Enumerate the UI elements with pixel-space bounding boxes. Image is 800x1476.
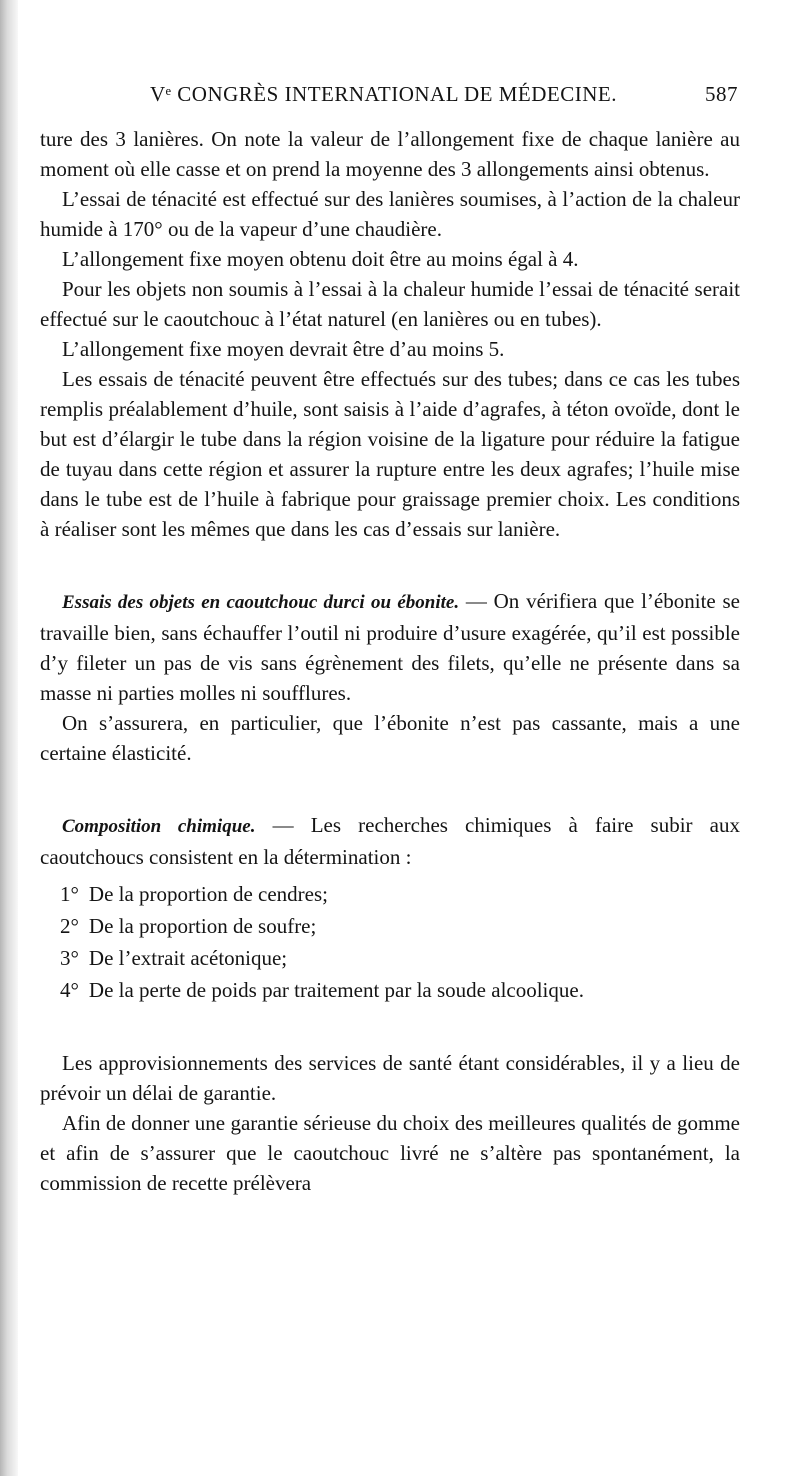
list-item bbox=[40, 974, 740, 1006]
paragraph-elongation-min-4: L’allongement fixe moyen obtenu doit être au moins égal à 4. bbox=[62, 247, 579, 271]
paragraph-ebonite-tests bbox=[40, 586, 740, 708]
paragraph-untreated-objects: Pour les objets non soumis à l’essai à la chaleur humide l’essai de ténacité serait effectué sur le caoutchouc à l’état naturel (en lanières ou en tubes). bbox=[40, 277, 740, 331]
list-item-number: 1° bbox=[60, 882, 79, 906]
list-item bbox=[40, 878, 740, 910]
paragraph-ebonite-elasticity: On s’assurera, en particulier, que l’ébonite n’est pas cassante, mais a une certaine élasticité. bbox=[40, 711, 740, 765]
ebonite-section-heading: Essais des objets en caoutchouc durci ou ébonite. bbox=[62, 592, 460, 613]
chemical-section-heading: Composition chimique. bbox=[62, 816, 256, 837]
page-number: 587 bbox=[705, 82, 738, 106]
list-item bbox=[40, 942, 740, 974]
list-item-text: De la proportion de soufre; bbox=[88, 914, 317, 938]
paragraph-guarantee-quality: Afin de donner une garantie sérieuse du choix des meilleures qualités de gomme et afin de s’assurer que le caoutchouc livré ne s’altère pas spontanément, la commission de recette prélèvera bbox=[40, 1111, 740, 1195]
list-item-number: 3° bbox=[60, 946, 79, 970]
list-item-text: De la perte de poids par traitement par la soude alcoolique. bbox=[88, 978, 584, 1002]
paragraph-tube-tests: Les essais de ténacité peuvent être effectués sur des tubes; dans ce cas les tubes remplis préalablement d’huile, sont saisis à l’aide d’agrafes, à téton ovoïde, dont le but est d’élargir le tube dans la région voisine de la ligature pour réduire la fatigue de tuyau dans cette région et assurer la rupture entre les deux agrafes; l’huile mise dans le tube est de l’huile à fabrique pour graissage premier choix. Les conditions à réaliser sont les mêmes que dans les cas d’essais sur lanière. bbox=[40, 367, 740, 541]
page-header bbox=[0, 82, 800, 112]
ebonite-section-text: — On vérifiera que l’ébonite se travaille bien, sans échauffer l’outil ni produire d’usure exagérée, qu’il est possible d’y fileter un pas de vis sans égrènement des filets, qu’elle ne présente dans sa masse ni parties molles ni soufflures. bbox=[40, 589, 740, 705]
chemical-section-text: — Les recherches chimiques à faire subir aux caoutchoucs consistent en la détermination : bbox=[40, 813, 740, 869]
paragraph-chemical-composition bbox=[40, 810, 740, 872]
list-item bbox=[40, 910, 740, 942]
list-item-text: De la proportion de cendres; bbox=[88, 882, 328, 906]
list-item-text: De l’extrait acétonique; bbox=[88, 946, 288, 970]
paragraph-continuation: ture des 3 lanières. On note la valeur de l’allongement fixe de chaque lanière au moment où elle casse et on prend la moyenne des 3 allongements ainsi obtenus. bbox=[40, 127, 740, 181]
paragraph-elongation-min-5: L’allongement fixe moyen devrait être d’au moins 5. bbox=[62, 337, 505, 361]
list-item-number: 4° bbox=[60, 978, 79, 1002]
page-edge-shadow bbox=[0, 0, 18, 1476]
body-text bbox=[40, 124, 740, 1198]
list-item-number: 2° bbox=[60, 914, 79, 938]
running-title: Vᵉ CONGRÈS INTERNATIONAL DE MÉDECINE. bbox=[150, 82, 617, 106]
paragraph-guarantee-delay: Les approvisionnements des services de santé étant considérables, il y a lieu de prévoir un délai de garantie. bbox=[40, 1051, 740, 1105]
paragraph-tenacity-test: L’essai de ténacité est effectué sur des lanières soumises, à l’action de la chaleur humide à 170° ou de la vapeur d’une chaudière. bbox=[40, 187, 740, 241]
chemical-tests-list bbox=[40, 878, 740, 1006]
